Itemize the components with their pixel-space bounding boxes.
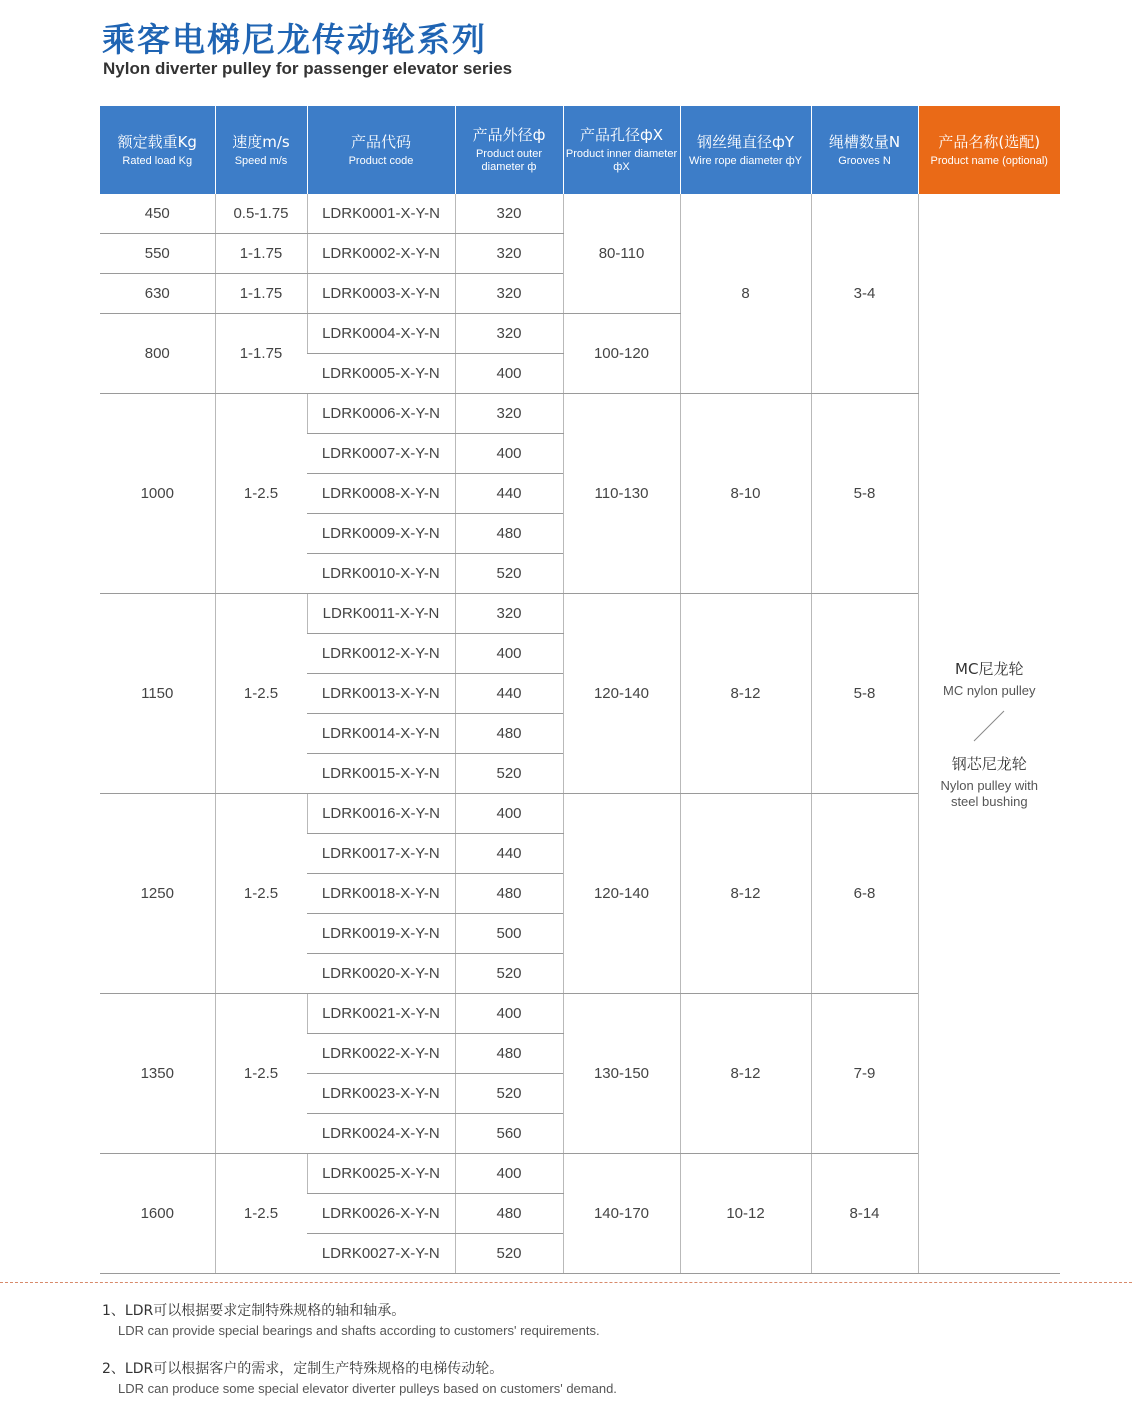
inner-diameter-cell: 130-150	[563, 994, 680, 1154]
outer-diameter-cell: 500	[455, 914, 563, 954]
table-row	[100, 394, 1060, 434]
product-code-cell: LDRK0017-X-Y-N	[307, 834, 455, 874]
product-code-cell: LDRK0007-X-Y-N	[307, 434, 455, 474]
product-code-cell: LDRK0012-X-Y-N	[307, 634, 455, 674]
note-text-en: LDR can provide special bearings and shafts according to customers' requirements.	[118, 1323, 600, 1338]
speed-cell: 0.5-1.75	[215, 194, 307, 234]
grooves-cell: 6-8	[811, 794, 918, 994]
product-code-cell: LDRK0020-X-Y-N	[307, 954, 455, 994]
header-label-cn: 额定载重Kg	[117, 132, 197, 151]
product-code-cell: LDRK0023-X-Y-N	[307, 1074, 455, 1114]
outer-diameter-cell: 400	[455, 354, 563, 394]
rated-load-cell: 1600	[100, 1154, 215, 1274]
speed-cell: 1-1.75	[215, 234, 307, 274]
grooves-cell: 3-4	[811, 194, 918, 394]
speed-cell: 1-2.5	[215, 794, 307, 994]
product-name-optional-cell	[918, 194, 1060, 1274]
inner-diameter-cell: 120-140	[563, 794, 680, 994]
table-row	[100, 1154, 1060, 1194]
table-row	[100, 794, 1060, 834]
grooves-cell: 8-14	[811, 1154, 918, 1274]
header-inner-diameter	[563, 106, 680, 194]
product-code-cell: LDRK0026-X-Y-N	[307, 1194, 455, 1234]
header-label-en: Product inner diameter фX	[565, 148, 678, 173]
note-item	[102, 1300, 1002, 1338]
outer-diameter-cell: 480	[455, 714, 563, 754]
header-product-code	[307, 106, 455, 194]
outer-diameter-cell: 560	[455, 1114, 563, 1154]
header-grooves	[811, 106, 918, 194]
table-row	[100, 594, 1060, 634]
table-body	[100, 194, 1060, 1274]
outer-diameter-cell: 440	[455, 674, 563, 714]
inner-diameter-cell: 110-130	[563, 394, 680, 594]
header-label-cn: 绳槽数量N	[828, 132, 901, 151]
outer-diameter-cell: 520	[455, 1074, 563, 1114]
outer-diameter-cell: 320	[455, 234, 563, 274]
product-code-cell: LDRK0010-X-Y-N	[307, 554, 455, 594]
outer-diameter-cell: 440	[455, 474, 563, 514]
grooves-cell: 5-8	[811, 394, 918, 594]
header-label-cn: 产品名称(选配)	[938, 132, 1041, 151]
outer-diameter-cell: 480	[455, 514, 563, 554]
wire-rope-diameter-cell: 8	[680, 194, 811, 394]
outer-diameter-cell: 520	[455, 554, 563, 594]
speed-cell: 1-1.75	[215, 274, 307, 314]
outer-diameter-cell: 320	[455, 314, 563, 354]
wire-rope-diameter-cell: 10-12	[680, 1154, 811, 1274]
product-code-cell: LDRK0009-X-Y-N	[307, 514, 455, 554]
optional-names	[919, 658, 1061, 810]
speed-cell: 1-1.75	[215, 314, 307, 394]
rated-load-cell: 1000	[100, 394, 215, 594]
outer-diameter-cell: 320	[455, 594, 563, 634]
product-code-cell: LDRK0024-X-Y-N	[307, 1114, 455, 1154]
product-code-cell: LDRK0025-X-Y-N	[307, 1154, 455, 1194]
outer-diameter-cell: 320	[455, 274, 563, 314]
product-code-cell: LDRK0011-X-Y-N	[307, 594, 455, 634]
product-code-cell: LDRK0006-X-Y-N	[307, 394, 455, 434]
rated-load-cell: 630	[100, 274, 215, 314]
product-code-cell: LDRK0014-X-Y-N	[307, 714, 455, 754]
outer-diameter-cell: 400	[455, 1154, 563, 1194]
rated-load-cell: 450	[100, 194, 215, 234]
grooves-cell: 5-8	[811, 594, 918, 794]
option-steel-core-en: Nylon pulley with steel bushing	[940, 777, 1039, 809]
note-text-en: LDR can produce some special elevator diverter pulleys based on customers' demand.	[118, 1381, 617, 1396]
outer-diameter-cell: 320	[455, 394, 563, 434]
note-item	[102, 1358, 1002, 1396]
section-divider	[0, 1282, 1132, 1283]
inner-diameter-cell: 80-110	[563, 194, 680, 314]
note-text-cn: 1、LDR可以根据要求定制特殊规格的轴和轴承。	[102, 1303, 406, 1319]
wire-rope-diameter-cell: 8-10	[680, 394, 811, 594]
outer-diameter-cell: 440	[455, 834, 563, 874]
outer-diameter-cell: 520	[455, 754, 563, 794]
table-header-row	[100, 106, 1060, 194]
outer-diameter-cell: 520	[455, 954, 563, 994]
product-code-cell: LDRK0015-X-Y-N	[307, 754, 455, 794]
product-code-cell: LDRK0008-X-Y-N	[307, 474, 455, 514]
grooves-cell: 7-9	[811, 994, 918, 1154]
product-code-cell: LDRK0019-X-Y-N	[307, 914, 455, 954]
product-code-cell: LDRK0027-X-Y-N	[307, 1234, 455, 1274]
header-label-cn: 产品代码	[350, 132, 411, 151]
page-title: 乘客电梯尼龙传动轮系列	[102, 20, 487, 59]
rated-load-cell: 1250	[100, 794, 215, 994]
option-mc-nylon-en: MC nylon pulley	[943, 682, 1036, 698]
speed-cell: 1-2.5	[215, 394, 307, 594]
outer-diameter-cell: 480	[455, 1194, 563, 1234]
header-label-en: Speed m/s	[234, 154, 288, 167]
outer-diameter-cell: 320	[455, 194, 563, 234]
header-label-cn: 速度m/s	[232, 132, 290, 151]
header-label-cn: 产品孔径фX	[579, 126, 664, 144]
header-label-en: Wire rope diameter фY	[689, 154, 802, 167]
product-code-cell: LDRK0016-X-Y-N	[307, 794, 455, 834]
header-label-en: Product code	[348, 154, 414, 167]
header-product-name-optional	[918, 106, 1060, 194]
outer-diameter-cell: 400	[455, 794, 563, 834]
rated-load-cell: 1350	[100, 994, 215, 1154]
rated-load-cell: 1150	[100, 594, 215, 794]
rated-load-cell: 550	[100, 234, 215, 274]
header-label-cn: 钢丝绳直径фY	[697, 132, 794, 151]
product-code-cell: LDRK0022-X-Y-N	[307, 1034, 455, 1074]
outer-diameter-cell: 480	[455, 1034, 563, 1074]
header-label-en: Product outer diameter ф	[475, 148, 543, 173]
outer-diameter-cell: 400	[455, 434, 563, 474]
rated-load-cell: 800	[100, 314, 215, 394]
product-code-cell: LDRK0018-X-Y-N	[307, 874, 455, 914]
header-label-en: Product name (optional)	[930, 154, 1048, 167]
header-label-en: Grooves N	[838, 154, 891, 167]
note-text-cn: 2、LDR可以根据客户的需求，定制生产特殊规格的电梯传动轮。	[102, 1361, 504, 1377]
header-label-cn: 产品外径ф	[472, 126, 546, 144]
speed-cell: 1-2.5	[215, 1154, 307, 1274]
header-outer-diameter	[455, 106, 563, 194]
wire-rope-diameter-cell: 8-12	[680, 594, 811, 794]
header-rated-load	[100, 106, 215, 194]
wire-rope-diameter-cell: 8-12	[680, 994, 811, 1154]
notes-section	[102, 1300, 1002, 1416]
outer-diameter-cell: 520	[455, 1234, 563, 1274]
inner-diameter-cell: 100-120	[563, 314, 680, 394]
outer-diameter-cell: 400	[455, 994, 563, 1034]
header-label-en: Rated load Kg	[122, 154, 193, 167]
product-code-cell: LDRK0003-X-Y-N	[307, 274, 455, 314]
option-steel-core-cn: 钢芯尼龙轮	[951, 754, 1027, 773]
product-code-cell: LDRK0005-X-Y-N	[307, 354, 455, 394]
slash-divider-icon	[972, 709, 1006, 743]
header-speed	[215, 106, 307, 194]
inner-diameter-cell: 140-170	[563, 1154, 680, 1274]
table-row	[100, 194, 1060, 234]
wire-rope-diameter-cell: 8-12	[680, 794, 811, 994]
table-row	[100, 994, 1060, 1034]
outer-diameter-cell: 480	[455, 874, 563, 914]
speed-cell: 1-2.5	[215, 594, 307, 794]
product-code-cell: LDRK0002-X-Y-N	[307, 234, 455, 274]
page-subtitle: Nylon diverter pulley for passenger elevator series	[103, 59, 513, 78]
spec-table	[100, 106, 1060, 1274]
product-code-cell: LDRK0001-X-Y-N	[307, 194, 455, 234]
option-mc-nylon-cn: MC尼龙轮	[955, 659, 1024, 678]
speed-cell: 1-2.5	[215, 994, 307, 1154]
header-wire-rope-diameter	[680, 106, 811, 194]
outer-diameter-cell: 400	[455, 634, 563, 674]
product-code-cell: LDRK0021-X-Y-N	[307, 994, 455, 1034]
product-code-cell: LDRK0004-X-Y-N	[307, 314, 455, 354]
inner-diameter-cell: 120-140	[563, 594, 680, 794]
product-code-cell: LDRK0013-X-Y-N	[307, 674, 455, 714]
